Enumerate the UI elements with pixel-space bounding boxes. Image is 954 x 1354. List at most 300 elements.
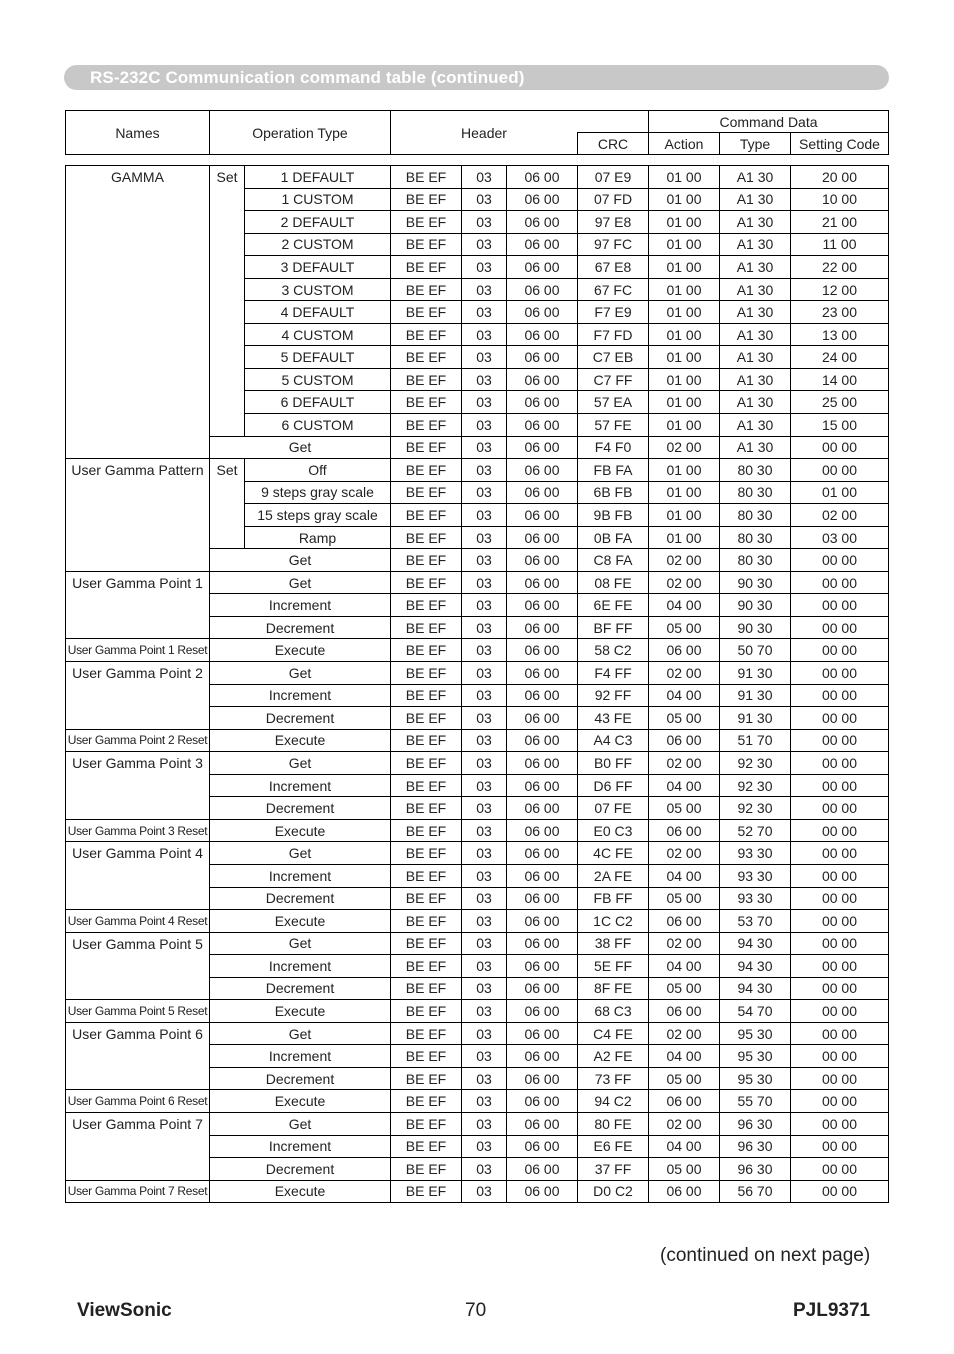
cell-setting-code: 00 00 (791, 1022, 889, 1045)
cell-action: 04 00 (649, 864, 720, 887)
cell-setting-code: 00 00 (791, 977, 889, 1000)
cell-header-3: 06 00 (507, 1135, 578, 1158)
cell-crc: A4 C3 (578, 729, 649, 752)
cell-header-2: 03 (462, 188, 507, 211)
cell-crc: 37 FF (578, 1158, 649, 1181)
cell-type: A1 30 (720, 414, 791, 437)
cell-header-1: BE EF (391, 278, 462, 301)
cell-crc: E0 C3 (578, 819, 649, 842)
cell-header-1: BE EF (391, 955, 462, 978)
cell-op: Get (210, 1112, 391, 1135)
cell-header-1: BE EF (391, 977, 462, 1000)
cell-header-2: 03 (462, 301, 507, 324)
cell-name: User Gamma Point 7 Reset (66, 1180, 210, 1203)
cell-header-2: 03 (462, 1180, 507, 1203)
cell-type: 90 30 (720, 594, 791, 617)
continued-note: (continued on next page) (660, 1245, 871, 1266)
cell-setting-code: 00 00 (791, 774, 889, 797)
page-number: 70 (465, 1300, 487, 1321)
col-action: Action (649, 133, 720, 155)
cell-setting-code: 00 00 (791, 571, 889, 594)
cell-header-3: 06 00 (507, 910, 578, 933)
cell-crc: FB FF (578, 887, 649, 910)
cell-header-2: 03 (462, 752, 507, 775)
cell-header-1: BE EF (391, 752, 462, 775)
cell-action: 06 00 (649, 639, 720, 662)
cell-action: 02 00 (649, 842, 720, 865)
cell-setting-code: 00 00 (791, 1158, 889, 1181)
cell-setting-code: 00 00 (791, 684, 889, 707)
cell-setting-code: 00 00 (791, 910, 889, 933)
cell-header-3: 06 00 (507, 819, 578, 842)
cell-setting-code: 15 00 (791, 414, 889, 437)
cell-setting-code: 00 00 (791, 752, 889, 775)
cell-setting-code: 25 00 (791, 391, 889, 414)
cell-type: 54 70 (720, 1000, 791, 1023)
cell-op: Get (210, 932, 391, 955)
cell-action: 01 00 (649, 166, 720, 189)
cell-crc: C7 EB (578, 346, 649, 369)
cell-crc: 67 E8 (578, 256, 649, 279)
cell-op: Execute (210, 819, 391, 842)
cell-action: 01 00 (649, 301, 720, 324)
cell-type: 50 70 (720, 639, 791, 662)
cell-header-2: 03 (462, 887, 507, 910)
cell-action: 02 00 (649, 571, 720, 594)
cell-type: 95 30 (720, 1067, 791, 1090)
cell-type: A1 30 (720, 346, 791, 369)
cell-header-3: 06 00 (507, 346, 578, 369)
cell-action: 01 00 (649, 323, 720, 346)
cell-type: 93 30 (720, 887, 791, 910)
cell-header-2: 03 (462, 955, 507, 978)
cell-header-3: 06 00 (507, 594, 578, 617)
cell-name: User Gamma Point 1 Reset (66, 639, 210, 662)
cell-header-3: 06 00 (507, 278, 578, 301)
cell-type: 92 30 (720, 752, 791, 775)
cell-header-1: BE EF (391, 1158, 462, 1181)
cell-crc: 6E FE (578, 594, 649, 617)
cell-type: 51 70 (720, 729, 791, 752)
cell-header-3: 06 00 (507, 481, 578, 504)
cell-header-1: BE EF (391, 707, 462, 730)
cell-op: Decrement (210, 977, 391, 1000)
cell-crc: 0B FA (578, 526, 649, 549)
cell-header-3: 06 00 (507, 526, 578, 549)
cell-setting-code: 00 00 (791, 616, 889, 639)
col-names: Names (66, 111, 210, 155)
cell-type: 95 30 (720, 1045, 791, 1068)
cell-crc: 8F FE (578, 977, 649, 1000)
cell-action: 04 00 (649, 955, 720, 978)
cell-header-1: BE EF (391, 526, 462, 549)
cell-header-1: BE EF (391, 864, 462, 887)
cell-header-2: 03 (462, 571, 507, 594)
cell-header-2: 03 (462, 414, 507, 437)
cell-header-2: 03 (462, 549, 507, 572)
cell-header-3: 06 00 (507, 729, 578, 752)
cell-type: 94 30 (720, 955, 791, 978)
cell-op: Get (210, 1022, 391, 1045)
cell-name: User Gamma Point 3 (66, 752, 210, 820)
cell-crc: 94 C2 (578, 1090, 649, 1113)
cell-header-1: BE EF (391, 1045, 462, 1068)
cell-name: User Gamma Point 4 Reset (66, 910, 210, 933)
cell-header-3: 06 00 (507, 256, 578, 279)
cell-type: 96 30 (720, 1135, 791, 1158)
col-header: Header (391, 111, 578, 155)
col-crc: CRC (578, 133, 649, 155)
cell-type: 55 70 (720, 1090, 791, 1113)
table-row (66, 910, 889, 933)
cell-header-2: 03 (462, 1022, 507, 1045)
command-table (65, 165, 889, 1203)
cell-header-1: BE EF (391, 368, 462, 391)
cell-type: 90 30 (720, 571, 791, 594)
col-command-data: Command Data (649, 111, 889, 133)
cell-action: 01 00 (649, 459, 720, 482)
cell-name: User Gamma Point 5 Reset (66, 1000, 210, 1023)
cell-name: User Gamma Point 6 Reset (66, 1090, 210, 1113)
cell-action: 01 00 (649, 346, 720, 369)
cell-op-set: Set (210, 459, 245, 549)
cell-header-2: 03 (462, 864, 507, 887)
cell-type: 91 30 (720, 707, 791, 730)
cell-crc: 07 E9 (578, 166, 649, 189)
cell-crc: 57 EA (578, 391, 649, 414)
cell-crc: 97 FC (578, 233, 649, 256)
cell-header-3: 06 00 (507, 616, 578, 639)
cell-action: 04 00 (649, 684, 720, 707)
cell-header-1: BE EF (391, 211, 462, 234)
cell-op: Decrement (210, 1158, 391, 1181)
cell-crc: 80 FE (578, 1112, 649, 1135)
cell-header-1: BE EF (391, 774, 462, 797)
cell-header-2: 03 (462, 481, 507, 504)
cell-crc: F7 FD (578, 323, 649, 346)
column-header-table (65, 110, 889, 155)
cell-op: Get (210, 842, 391, 865)
cell-header-1: BE EF (391, 684, 462, 707)
cell-setting-code: 00 00 (791, 662, 889, 685)
cell-header-1: BE EF (391, 1135, 462, 1158)
cell-name: User Gamma Point 2 Reset (66, 729, 210, 752)
cell-type: 52 70 (720, 819, 791, 842)
cell-setting-code: 00 00 (791, 932, 889, 955)
cell-header-1: BE EF (391, 166, 462, 189)
cell-type: 80 30 (720, 549, 791, 572)
cell-crc: 07 FE (578, 797, 649, 820)
cell-setting-code: 00 00 (791, 1000, 889, 1023)
cell-crc: C7 FF (578, 368, 649, 391)
cell-op-sub: 2 DEFAULT (245, 211, 391, 234)
cell-header-3: 06 00 (507, 932, 578, 955)
cell-type: A1 30 (720, 301, 791, 324)
cell-header-3: 06 00 (507, 1180, 578, 1203)
cell-action: 04 00 (649, 1135, 720, 1158)
col-type: Type (720, 133, 791, 155)
cell-crc: F4 F0 (578, 436, 649, 459)
cell-op-sub: 6 DEFAULT (245, 391, 391, 414)
cell-op: Get (210, 662, 391, 685)
cell-setting-code: 00 00 (791, 1112, 889, 1135)
cell-name: User Gamma Point 3 Reset (66, 819, 210, 842)
cell-header-3: 06 00 (507, 684, 578, 707)
cell-op-sub: 3 DEFAULT (245, 256, 391, 279)
cell-header-2: 03 (462, 1045, 507, 1068)
cell-op-sub: Off (245, 459, 391, 482)
cell-action: 01 00 (649, 278, 720, 301)
cell-action: 05 00 (649, 887, 720, 910)
cell-op: Increment (210, 774, 391, 797)
cell-op-sub: Ramp (245, 526, 391, 549)
cell-setting-code: 02 00 (791, 504, 889, 527)
cell-setting-code: 20 00 (791, 166, 889, 189)
cell-op: Execute (210, 639, 391, 662)
cell-setting-code: 13 00 (791, 323, 889, 346)
cell-header-1: BE EF (391, 842, 462, 865)
cell-header-2: 03 (462, 797, 507, 820)
cell-header-3: 06 00 (507, 842, 578, 865)
cell-action: 01 00 (649, 414, 720, 437)
cell-op-sub: 2 CUSTOM (245, 233, 391, 256)
cell-crc: 73 FF (578, 1067, 649, 1090)
cell-header-3: 06 00 (507, 864, 578, 887)
cell-header-2: 03 (462, 323, 507, 346)
cell-header-1: BE EF (391, 571, 462, 594)
cell-setting-code: 00 00 (791, 819, 889, 842)
cell-header-3: 06 00 (507, 1112, 578, 1135)
brand-name: ViewSonic (77, 1300, 172, 1321)
cell-type: 91 30 (720, 662, 791, 685)
cell-type: 56 70 (720, 1180, 791, 1203)
cell-action: 05 00 (649, 616, 720, 639)
cell-type: 93 30 (720, 842, 791, 865)
cell-header-2: 03 (462, 459, 507, 482)
cell-op: Decrement (210, 797, 391, 820)
cell-setting-code: 10 00 (791, 188, 889, 211)
cell-action: 05 00 (649, 707, 720, 730)
cell-setting-code: 00 00 (791, 797, 889, 820)
cell-crc: C4 FE (578, 1022, 649, 1045)
cell-action: 01 00 (649, 526, 720, 549)
cell-header-3: 06 00 (507, 188, 578, 211)
cell-type: 80 30 (720, 504, 791, 527)
cell-crc: C8 FA (578, 549, 649, 572)
cell-action: 01 00 (649, 481, 720, 504)
cell-crc: A2 FE (578, 1045, 649, 1068)
cell-op-sub: 1 DEFAULT (245, 166, 391, 189)
cell-action: 06 00 (649, 910, 720, 933)
cell-setting-code: 00 00 (791, 594, 889, 617)
cell-header-3: 06 00 (507, 301, 578, 324)
cell-header-1: BE EF (391, 436, 462, 459)
cell-header-2: 03 (462, 684, 507, 707)
cell-type: A1 30 (720, 391, 791, 414)
cell-header-1: BE EF (391, 819, 462, 842)
cell-op: Execute (210, 1000, 391, 1023)
cell-setting-code: 00 00 (791, 1090, 889, 1113)
cell-op: Get (210, 549, 391, 572)
cell-header-2: 03 (462, 1000, 507, 1023)
cell-crc: 97 E8 (578, 211, 649, 234)
cell-setting-code: 00 00 (791, 459, 889, 482)
cell-name: User Gamma Point 7 (66, 1112, 210, 1180)
cell-op: Decrement (210, 707, 391, 730)
cell-op: Increment (210, 684, 391, 707)
cell-type: A1 30 (720, 368, 791, 391)
cell-crc: 07 FD (578, 188, 649, 211)
cell-header-2: 03 (462, 436, 507, 459)
cell-header-2: 03 (462, 662, 507, 685)
cell-action: 05 00 (649, 977, 720, 1000)
cell-header-2: 03 (462, 774, 507, 797)
cell-header-2: 03 (462, 1090, 507, 1113)
cell-op: Increment (210, 1045, 391, 1068)
cell-op-sub: 1 CUSTOM (245, 188, 391, 211)
cell-setting-code: 00 00 (791, 1135, 889, 1158)
table-row (66, 819, 889, 842)
cell-header-2: 03 (462, 932, 507, 955)
cell-op: Execute (210, 1090, 391, 1113)
cell-header-2: 03 (462, 368, 507, 391)
cell-header-3: 06 00 (507, 211, 578, 234)
table-row (66, 166, 889, 189)
cell-setting-code: 00 00 (791, 639, 889, 662)
cell-action: 06 00 (649, 819, 720, 842)
cell-crc: B0 FF (578, 752, 649, 775)
cell-header-1: BE EF (391, 346, 462, 369)
cell-action: 01 00 (649, 391, 720, 414)
cell-action: 02 00 (649, 932, 720, 955)
cell-header-2: 03 (462, 233, 507, 256)
cell-header-3: 06 00 (507, 1090, 578, 1113)
cell-type: A1 30 (720, 436, 791, 459)
cell-crc: 2A FE (578, 864, 649, 887)
cell-action: 05 00 (649, 1067, 720, 1090)
cell-header-1: BE EF (391, 1000, 462, 1023)
cell-header-1: BE EF (391, 910, 462, 933)
cell-header-2: 03 (462, 391, 507, 414)
cell-crc: 6B FB (578, 481, 649, 504)
cell-header-2: 03 (462, 977, 507, 1000)
cell-name: User Gamma Pattern (66, 459, 210, 572)
cell-op-sub: 6 CUSTOM (245, 414, 391, 437)
model-number: PJL9371 (793, 1300, 871, 1321)
cell-header-1: BE EF (391, 1090, 462, 1113)
cell-crc: 43 FE (578, 707, 649, 730)
cell-type: 96 30 (720, 1112, 791, 1135)
table-row (66, 1090, 889, 1113)
cell-header-2: 03 (462, 1067, 507, 1090)
cell-header-1: BE EF (391, 549, 462, 572)
cell-header-2: 03 (462, 1158, 507, 1181)
cell-header-3: 06 00 (507, 323, 578, 346)
cell-header-3: 06 00 (507, 414, 578, 437)
cell-header-2: 03 (462, 1135, 507, 1158)
cell-name: User Gamma Point 1 (66, 571, 210, 639)
cell-crc: D0 C2 (578, 1180, 649, 1203)
cell-op-sub: 15 steps gray scale (245, 504, 391, 527)
cell-setting-code: 00 00 (791, 1067, 889, 1090)
cell-type: 90 30 (720, 616, 791, 639)
table-row (66, 1022, 889, 1045)
cell-crc: 68 C3 (578, 1000, 649, 1023)
cell-header-1: BE EF (391, 301, 462, 324)
cell-header-2: 03 (462, 842, 507, 865)
cell-type: 91 30 (720, 684, 791, 707)
cell-header-3: 06 00 (507, 436, 578, 459)
cell-op-sub: 3 CUSTOM (245, 278, 391, 301)
cell-crc: 1C C2 (578, 910, 649, 933)
cell-setting-code: 23 00 (791, 301, 889, 324)
cell-action: 02 00 (649, 549, 720, 572)
table-row (66, 752, 889, 775)
cell-op-sub: 4 DEFAULT (245, 301, 391, 324)
table-row (66, 639, 889, 662)
cell-crc: 08 FE (578, 571, 649, 594)
cell-header-1: BE EF (391, 414, 462, 437)
cell-header-3: 06 00 (507, 368, 578, 391)
cell-type: A1 30 (720, 323, 791, 346)
cell-header-3: 06 00 (507, 707, 578, 730)
cell-type: 94 30 (720, 977, 791, 1000)
cell-header-1: BE EF (391, 391, 462, 414)
cell-name: User Gamma Point 2 (66, 662, 210, 730)
cell-op: Decrement (210, 616, 391, 639)
cell-type: 94 30 (720, 932, 791, 955)
cell-type: A1 30 (720, 166, 791, 189)
cell-header-3: 06 00 (507, 233, 578, 256)
cell-header-1: BE EF (391, 932, 462, 955)
cell-header-3: 06 00 (507, 639, 578, 662)
cell-header-1: BE EF (391, 662, 462, 685)
section-title-bar (64, 65, 889, 90)
cell-type: 53 70 (720, 910, 791, 933)
table-row (66, 729, 889, 752)
cell-type: 80 30 (720, 526, 791, 549)
cell-header-1: BE EF (391, 1067, 462, 1090)
cell-header-3: 06 00 (507, 459, 578, 482)
cell-header-2: 03 (462, 1112, 507, 1135)
cell-header-3: 06 00 (507, 1045, 578, 1068)
cell-op-set: Set (210, 166, 245, 437)
table-row (66, 571, 889, 594)
cell-setting-code: 00 00 (791, 1045, 889, 1068)
cell-header-1: BE EF (391, 887, 462, 910)
cell-type: 92 30 (720, 774, 791, 797)
cell-op: Increment (210, 955, 391, 978)
cell-header-3: 06 00 (507, 977, 578, 1000)
table-row (66, 932, 889, 955)
cell-setting-code: 22 00 (791, 256, 889, 279)
cell-header-3: 06 00 (507, 1000, 578, 1023)
cell-action: 05 00 (649, 797, 720, 820)
cell-type: 80 30 (720, 459, 791, 482)
cell-action: 01 00 (649, 211, 720, 234)
cell-action: 01 00 (649, 504, 720, 527)
cell-setting-code: 00 00 (791, 887, 889, 910)
cell-crc: F7 E9 (578, 301, 649, 324)
cell-header-1: BE EF (391, 256, 462, 279)
cell-op: Execute (210, 729, 391, 752)
cell-action: 04 00 (649, 1045, 720, 1068)
cell-name: GAMMA (66, 166, 210, 459)
cell-crc: 57 FE (578, 414, 649, 437)
cell-action: 04 00 (649, 774, 720, 797)
cell-crc: 67 FC (578, 278, 649, 301)
cell-setting-code: 01 00 (791, 481, 889, 504)
